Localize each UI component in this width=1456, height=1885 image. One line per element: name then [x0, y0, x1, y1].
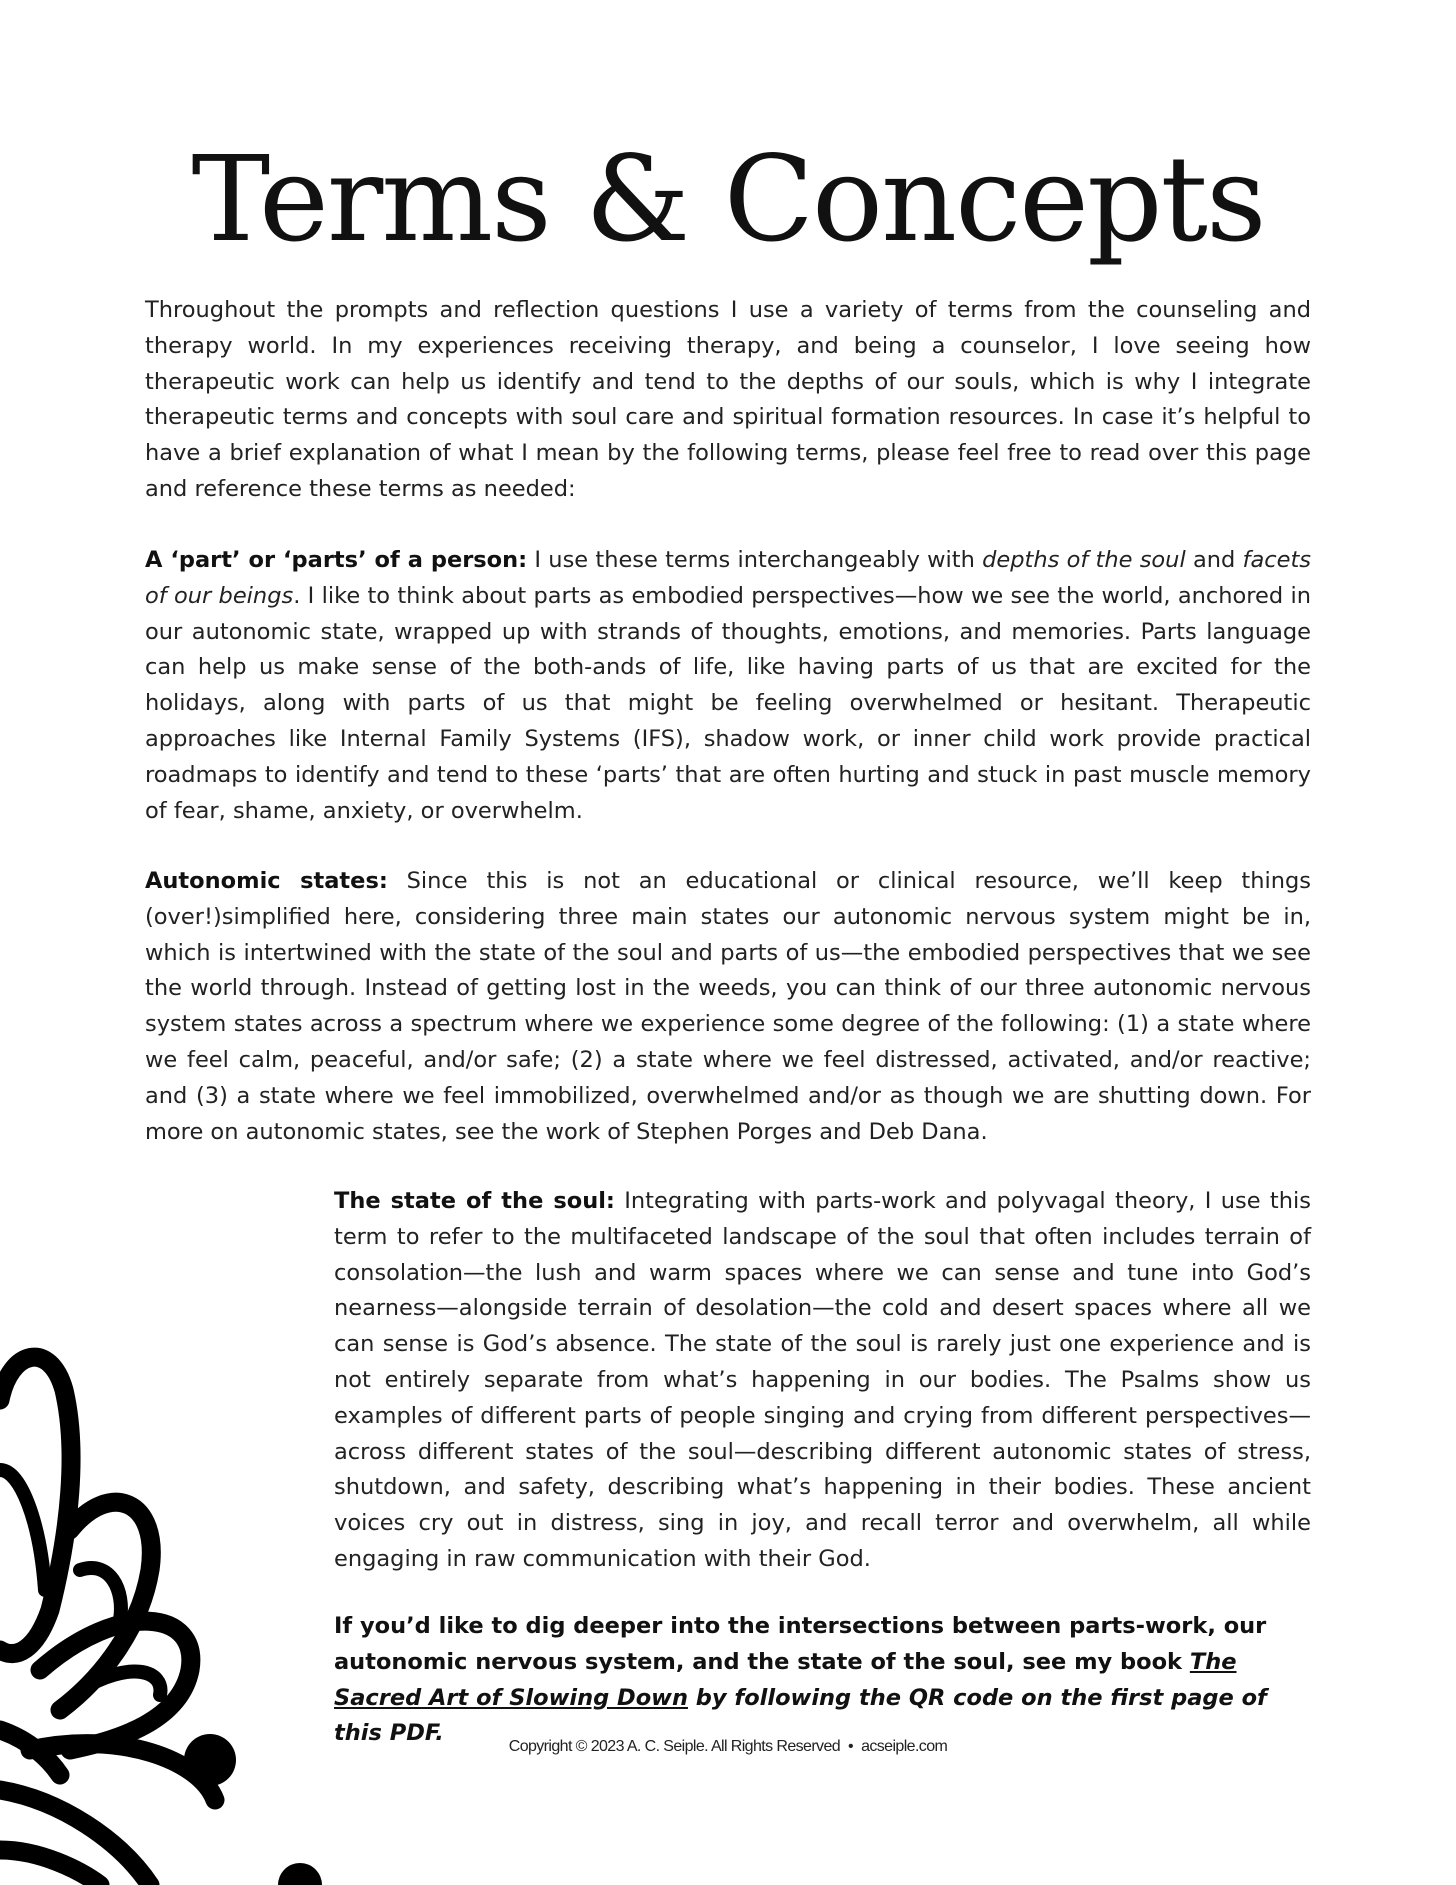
autonomic-term: Autonomic states: — [145, 868, 388, 894]
flower-center — [184, 1734, 236, 1786]
flower-petal — [0, 1850, 100, 1885]
parts-term: A ‘part’ or ‘parts’ of a person: — [145, 547, 528, 573]
parts-text-3: . I like to think about parts as embodied perspectives—how we see the world, anchored in our autonomic state, wrapped up with strands of thoughts, emotions, and memories. Parts language can help us make sense of the both-ands of life, like having parts of us that are excited for the holidays, along with parts of us that might be feeling overwhelmed or hesitant. Therapeutic approaches like Internal Family Systems (IFS), shadow work, or inner child work provide practical roadmaps to identify and tend to these ‘parts’ that are often hurting and stuck in past muscle memory of fear, shame, anxiety, or overwhelm. — [145, 582, 1311, 824]
parts-text-1: I use these terms interchangeably with — [527, 547, 983, 573]
flower-vein — [0, 1470, 45, 1590]
flower-decoration-icon — [0, 1330, 400, 1885]
book-callout — [334, 1609, 1311, 1752]
parts-definition — [145, 543, 1311, 829]
autonomic-definition — [145, 864, 1311, 1150]
autonomic-text: Since this is not an educational or clinical resource, we’ll keep things (over!)simplified here, considering three main states our autonomic nervous system might be in, which is intertwined with the state of the soul and parts of us—the embodied perspectives that we see the world through. Instead of getting lost in the weeds, you can think of our three autonomic nervous system states across a spectrum where we experience some degree of the following: (1) a state where we feel calm, peaceful, and/or safe; (2) a state where we feel distressed, activated, and/or reactive; and (3) a state where we feel immobilized, overwhelmed and/or as though we are shutting down. For more on autonomic states, see the work of Stephen Porges and Deb Dana. — [145, 868, 1312, 1145]
website-link[interactable]: acseiple.com — [861, 1738, 948, 1755]
cta-text-2: by following the QR code on the first page of this PDF. — [334, 1684, 1267, 1747]
flower-stem-dot — [278, 1863, 322, 1885]
footer-bullet: • — [848, 1738, 854, 1755]
parts-italic-1: depths of the soul — [982, 547, 1186, 573]
copyright-text: Copyright © 2023 A. C. Seiple. All Rights Reserved — [508, 1738, 841, 1755]
flower-vein — [80, 1568, 121, 1620]
cta-text-1: If you’d like to dig deeper into the intersections between parts-work, our autonomic nervous system, and the state of the soul, see my book — [334, 1613, 1267, 1675]
page-title: Terms & Concepts — [191, 130, 1265, 268]
soul-text: Integrating with parts-work and polyvagal theory, I use this term to refer to the multifaceted landscape of the soul that often includes terrain of consolation—the lush and warm spaces where we can sense and tune into God’s nearness—alongside terrain of desolation—the cold and desert spaces where all we can sense is God’s absence. The state of the soul is rarely just one experience and is not entirely separate from what’s happening in our bodies. The Psalms show us examples of different parts of people singing and crying from different perspectives—across different states of the soul—describing different autonomic states of stress, shutdown, and safety, describing what’s happening in their bodies. These ancient voices cry out in distress, sing in joy, and recall terror and overwhelm, all while engaging in raw communication with their God. — [334, 1188, 1311, 1572]
soul-definition — [334, 1184, 1311, 1578]
parts-italic-2: facets of our beings — [145, 547, 1311, 609]
parts-text-2: and — [1185, 547, 1243, 573]
soul-term: The state of the soul: — [334, 1188, 615, 1214]
book-title-link[interactable]: The Sacred Art of Slowing Down — [334, 1648, 1237, 1711]
intro-paragraph: Throughout the prompts and reflection questions I use a variety of terms from the counseling and therapy world. In my experiences receiving therapy, and being a counselor, I love seeing how therapeutic work can help us identify and tend to the depths of our souls, which is why I integrate therapeutic terms and concepts with soul care and spiritual formation resources. In case it’s helpful to have a brief explanation of what I mean by the following terms, please feel free to read over this page and reference these terms as needed: — [145, 297, 1311, 502]
